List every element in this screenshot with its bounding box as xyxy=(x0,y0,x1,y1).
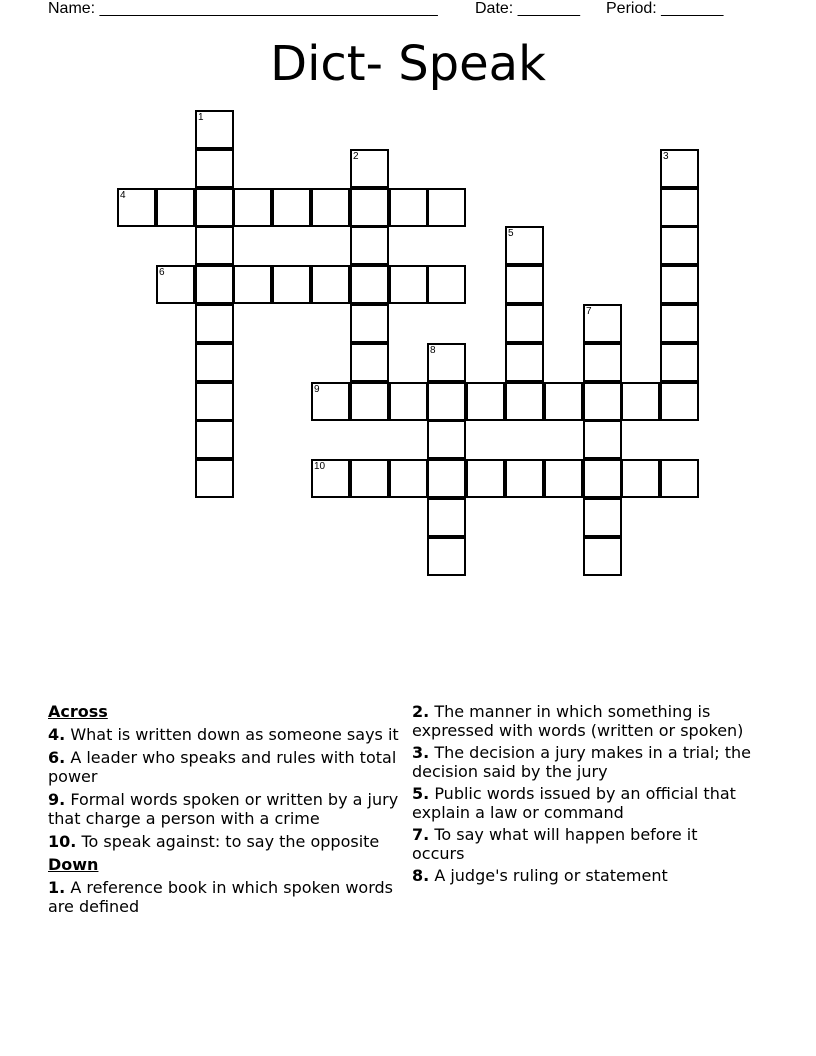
clue-down-1 xyxy=(48,878,404,916)
grid-cell[interactable] xyxy=(660,382,699,421)
clue-text: A leader who speaks and rules with total power xyxy=(48,748,397,786)
grid-cell[interactable] xyxy=(350,304,389,343)
grid-cell[interactable] xyxy=(195,459,234,498)
clue-text: A judge's ruling or statement xyxy=(434,866,668,885)
grid-cell[interactable] xyxy=(660,149,699,188)
clue-across-6 xyxy=(48,748,404,786)
grid-cell[interactable] xyxy=(311,188,350,227)
grid-cell[interactable] xyxy=(544,382,583,421)
clue-number: 2. xyxy=(412,702,430,721)
cell-number: 1 xyxy=(198,112,204,123)
grid-cell[interactable] xyxy=(660,188,699,227)
clue-number: 10. xyxy=(48,832,77,851)
grid-cell[interactable] xyxy=(117,188,156,227)
grid-cell[interactable] xyxy=(156,265,195,304)
grid-cell[interactable] xyxy=(505,265,544,304)
grid-cell[interactable] xyxy=(350,459,389,498)
across-heading: Across xyxy=(48,702,108,721)
clue-text: The manner in which something is expressed with words (written or spoken) xyxy=(412,702,744,740)
clue-down-5 xyxy=(412,784,752,822)
grid-cell[interactable] xyxy=(427,537,466,576)
grid-cell[interactable] xyxy=(195,149,234,188)
grid-cell[interactable] xyxy=(427,382,466,421)
cell-number: 2 xyxy=(353,151,359,162)
grid-cell[interactable] xyxy=(505,226,544,265)
grid-cell[interactable] xyxy=(350,226,389,265)
grid-cell[interactable] xyxy=(350,343,389,382)
grid-cell[interactable] xyxy=(195,226,234,265)
clue-text: To speak against: to say the opposite xyxy=(81,832,380,851)
grid-cell[interactable] xyxy=(660,226,699,265)
clue-across-9 xyxy=(48,790,404,828)
grid-cell[interactable] xyxy=(583,382,622,421)
grid-cell[interactable] xyxy=(583,343,622,382)
grid-cell[interactable] xyxy=(583,459,622,498)
clues-right-column xyxy=(412,702,752,888)
grid-cell[interactable] xyxy=(505,343,544,382)
grid-cell[interactable] xyxy=(350,382,389,421)
clue-text: To say what will happen before it occurs xyxy=(412,825,698,863)
cell-number: 5 xyxy=(508,228,514,239)
clue-down-2 xyxy=(412,702,752,740)
cell-number: 4 xyxy=(120,190,126,201)
grid-cell[interactable] xyxy=(427,343,466,382)
grid-cell[interactable] xyxy=(195,265,234,304)
grid-cell[interactable] xyxy=(427,265,466,304)
grid-cell[interactable] xyxy=(272,265,311,304)
down-heading: Down xyxy=(48,855,99,874)
name-field-label[interactable]: Name: ______________________________________ xyxy=(48,0,438,17)
clue-number: 3. xyxy=(412,743,430,762)
grid-cell[interactable] xyxy=(350,149,389,188)
clue-across-4 xyxy=(48,725,404,744)
grid-cell[interactable] xyxy=(195,343,234,382)
date-field-label[interactable]: Date: _______ xyxy=(475,0,580,17)
grid-cell[interactable] xyxy=(583,498,622,537)
grid-cell[interactable] xyxy=(621,382,660,421)
cell-number: 10 xyxy=(314,461,326,472)
clue-number: 9. xyxy=(48,790,66,809)
grid-cell[interactable] xyxy=(544,459,583,498)
grid-cell[interactable] xyxy=(311,459,350,498)
grid-cell[interactable] xyxy=(311,382,350,421)
grid-cell[interactable] xyxy=(195,188,234,227)
clue-number: 5. xyxy=(412,784,430,803)
cell-number: 3 xyxy=(663,151,669,162)
cell-number: 6 xyxy=(159,267,165,278)
cell-number: 8 xyxy=(430,345,436,356)
clue-number: 7. xyxy=(412,825,430,844)
grid-cell[interactable] xyxy=(660,304,699,343)
grid-cell[interactable] xyxy=(505,304,544,343)
clue-text: The decision a jury makes in a trial; the decision said by the jury xyxy=(412,743,751,781)
clues-left-column xyxy=(48,702,404,920)
grid-cell[interactable] xyxy=(505,459,544,498)
clue-text: What is written down as someone says it xyxy=(70,725,399,744)
grid-cell[interactable] xyxy=(311,265,350,304)
grid-cell[interactable] xyxy=(466,382,505,421)
clue-down-3 xyxy=(412,743,752,781)
period-field-label[interactable]: Period: _______ xyxy=(606,0,724,17)
clue-number: 4. xyxy=(48,725,66,744)
grid-cell[interactable] xyxy=(427,188,466,227)
grid-cell[interactable] xyxy=(389,188,428,227)
grid-cell[interactable] xyxy=(350,265,389,304)
clue-down-7 xyxy=(412,825,752,863)
clue-number: 8. xyxy=(412,866,430,885)
grid-cell[interactable] xyxy=(583,420,622,459)
grid-cell[interactable] xyxy=(466,459,505,498)
clue-text: Formal words spoken or written by a jury that charge a person with a crime xyxy=(48,790,399,828)
grid-cell[interactable] xyxy=(427,420,466,459)
clue-number: 1. xyxy=(48,878,66,897)
grid-cell[interactable] xyxy=(660,343,699,382)
grid-cell[interactable] xyxy=(233,265,272,304)
clue-down-8 xyxy=(412,866,752,885)
clue-across-10 xyxy=(48,832,404,851)
cell-number: 9 xyxy=(314,384,320,395)
page-title: Dict- Speak xyxy=(270,36,546,92)
grid-cell[interactable] xyxy=(660,459,699,498)
cell-number: 7 xyxy=(586,306,592,317)
grid-cell[interactable] xyxy=(505,382,544,421)
grid-cell[interactable] xyxy=(195,420,234,459)
grid-cell[interactable] xyxy=(621,459,660,498)
grid-cell[interactable] xyxy=(195,382,234,421)
grid-cell[interactable] xyxy=(389,382,428,421)
clue-text: A reference book in which spoken words are defined xyxy=(48,878,393,916)
grid-cell[interactable] xyxy=(389,459,428,498)
grid-cell[interactable] xyxy=(583,304,622,343)
grid-cell[interactable] xyxy=(195,110,234,149)
grid-cell[interactable] xyxy=(660,265,699,304)
grid-cell[interactable] xyxy=(389,265,428,304)
grid-cell[interactable] xyxy=(272,188,311,227)
grid-cell[interactable] xyxy=(350,188,389,227)
clue-text: Public words issued by an official that explain a law or command xyxy=(412,784,736,822)
grid-cell[interactable] xyxy=(427,459,466,498)
grid-cell[interactable] xyxy=(195,304,234,343)
grid-cell[interactable] xyxy=(233,188,272,227)
grid-cell[interactable] xyxy=(583,537,622,576)
grid-cell[interactable] xyxy=(156,188,195,227)
grid-cell[interactable] xyxy=(427,498,466,537)
clue-number: 6. xyxy=(48,748,66,767)
